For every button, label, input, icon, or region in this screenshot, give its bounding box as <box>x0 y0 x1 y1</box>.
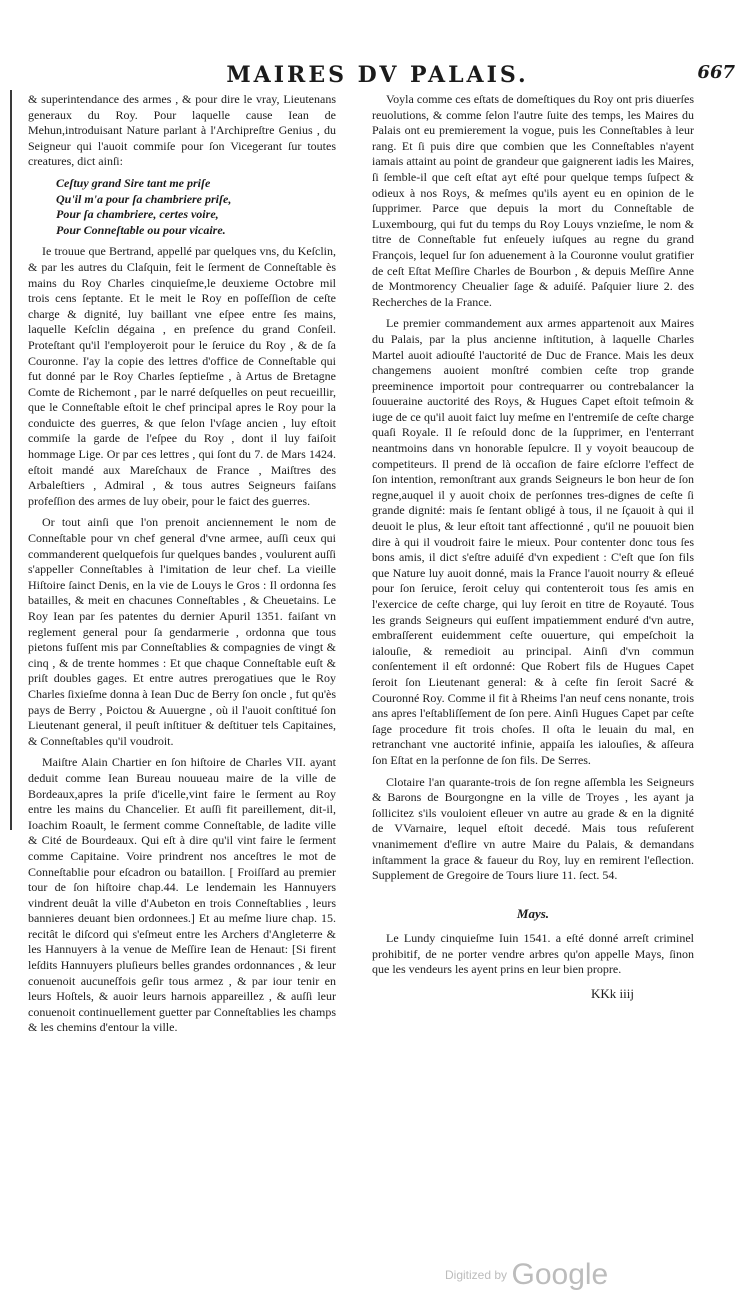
watermark-prefix: Digitized by <box>445 1268 508 1282</box>
google-logo: Google <box>511 1258 609 1291</box>
verse-line: Pour Conneſtable ou pour vicaire. <box>56 222 226 237</box>
verse-line: Pour ſa chambriere, certes voire, <box>56 207 219 222</box>
margin-rule <box>10 90 12 830</box>
right-column <box>372 92 694 1002</box>
verse-line: Qu'il m'a pour ſa chambriere priſe, <box>56 191 232 206</box>
signature-mark: KKk iiij <box>591 986 634 1002</box>
section-title: Mays. <box>516 905 550 921</box>
running-head: MAIRES DV PALAIS. <box>226 62 529 88</box>
verse-quote <box>56 176 336 238</box>
digitized-watermark <box>445 1258 608 1292</box>
paragraph: Clotaire l'an quarante-trois de ſon regne aſſembla les Seigneurs & Barons de Bourgongne en la ville de Troyes , les ayant ja ſollicitez s'ils vouloient eſleuer vn autre au grade & en la dignité de VVarnaire, lequel eſtoit decedé. Mais tous reſuſerent vnanimement d'eſlire vn autre Maire du Palais, & demandans inſtamment la grace & faueur du Roy, luy en remirent l'eſlection. Supplement de Gregoire de Tours liure 11. ſect. 54. <box>372 774 694 883</box>
paragraph: Ie trouue que Bertrand, appellé par quelques vns, du Keſclin, & par les autres du Claſquin, feit le ſerment de Conneſtable ès mains du Roy Charles cinquieſme,le deuxieme Octobre mil trois cens ſeptante. Et le meit le Roy en poſſeſſion de ceſte charge & dignité, luy baillant vne eſpee entre ſes mains, laquelle Keſclin dégaina , en preſence du grand Conſeil. Proteſtant qu'il l'employeroit pour le ſeruice du Roy , & de ſa Couronne. I'ay la copie des lettres d'office de Conneſtable qui fut donné par le Roy Charles ſeptieſme , à Artus de Bretagne Comte de Richemont , par le narré deſquelles on peut recueillir, que le Conneſtable eſtoit le chef principal apres le Roy pour la conduicte des guerres, & que ſelon l'vſage ancien , luy eſtoit commiſe la garde de l'eſpee du Roy , dont il luy faiſoit hommage Lige. Or par ces lettres , qui ſont du 7. de Mars 1424. eſtoit mandé aux Mareſchaux de France , Maiſtres des Arbaleſtiers , Admiral , & tous autres Seigneurs faiſans profeſſion des armes de luy obeir, pour le faict des guerres. <box>28 244 336 508</box>
paragraph: Le premier commandement aux armes appartenoit aux Maires du Palais, par la plus ancienne inſtitution, à laquelle Charles Martel auoit adiouſté l'auctorité de Duc de France. Mais les deux changemens auoient monſtré combien ceſte trop grande preeminence importoit pour contrequarrer ou contrebalancer la ſouueraine auctorité des Roys, & Hugues Capet eſtoit teſmoin & iuge de ce qu'il auoit faict luy meſme en l'entremiſe de ceſte charge quaſi Royale. Il ſe reſould donc de la ſupprimer, en l'enterrant neantmoins dans vn honorable ſepulcre. Il y voyoit beaucoup de competiteurs. Il prend de là occaſion de faire eſclorre l'effect de ſon intention, remonſtrant aux grands Seigneurs le bon heur de ſon regne,auquel il y auoit choix de perſonnes tres-dignes de ceſte ſi grande dignité: mais ſe ſentant obligé à tous, il ne ſçauoit à qui il deuoit le plus, & leur eſtoit tant affectionné , qu'il ne pouuoit bien dire à qui il voudroit faire le mieux. Pour contenter donc tous ſes bons amis, il dict s'eſtre aduiſé d'vn expedient : C'eſt que ſon fils que Nature luy auoit donné, mais la France l'auoit nourry & eſleué pour ſon ſeruice, ſeroit celuy qui contenteroit tous ſes amis en l'exercice de ceſte charge, qui luy ſeroit en titre de Royauté. Tous les grands Seigneurs qui euſſent impatiemment enduré d'vn autre, embraſſerent euidemment ceſte ouuerture, qui empeſchoit la ialouſie, & remedioit au principal. Ainſi d'vn commun conſentement il eſt ordonné: Que Robert fils de Hugues Capet ſeroit ſon Lieutenant general: & à ceſte fin ſeroit Sacré & Couronné Roy. Comme il fit à Rheims l'an neuf cens nonante, trois ans apres l'eſtabliſſement de ſon pere. Ainſi Hugues Capet par ceſte ſage procedure fit trois choſes. Il oſta le leuain du mal, en retranchant vne auctorité infinie, appaiſa les ialouſies, & aſſeura ſon Eſtat en la perſonne de ſon fils. De Serres. <box>372 316 694 767</box>
paragraph: Le Lundy cinquieſme Iuin 1541. a eſté donné arreſt criminel prohibitif, de ne porter vendre arbres qu'on appelle Mays, ſinon que les vendeurs les ayent prins en leur bien propre. <box>372 931 694 977</box>
paragraph: Voyla comme ces eſtats de domeſtiques du Roy ont pris diuerſes reuolutions, & comme ſelon l'autre ſuite des temps, les Maires du Palais ont eu premierement la vogue, puis les Conneſtables à leur rang. Et ſi puis dire que combien que les Conneſtables n'ayent iamais attaint au point de grandeur que gaignerent iadis les Maires, ſi ſemble-il que ceſt eſtat ayt eſté pour quelque temps ſuſpect & odieux à nos Roys, & meſmes qu'ils ayent eu en opinion de le ſupprimer. Parce que depuis la mort du Conneſtable de Luxembourg, qui fut du temps du Roy Louys vnzieſme, le nom & titre de Conneſtable fut enſeuely iuſques au regne du grand François, lequel ſur ſon aduenement à la Couronne voulut gratifier de ceſt Eſtat Meſſire Charles de Bourbon , & depuis Meſſire Anne de Montmorency Cheualier ſage & aduiſé. Paſquier liure 2. des Recherches de la France. <box>372 92 694 309</box>
paragraph: & superintendance des armes , & pour dire le vray, Lieutenans generaux du Roy. Pour laquelle cause Iean de Mehun,introduisant Nature parlant à l'Archipreſtre Genius , du Seigneur qui l'auoit commiſe pour ſon Vicegerant ſur toutes creatures, dict ainſi: <box>28 92 336 169</box>
page-number: 667 <box>697 62 735 83</box>
paragraph: Or tout ainſi que l'on prenoit anciennement le nom de Conneſtable pour vn chef general d'vne armee, auſſi ceux qui commanderent quelquefois ſur quelques bandes , voulurent auſſi s'appeller Conneſtables à l'imitation de leur chef. La vieille Hiſtoire ſainct Denis, en la vie de Louys le Gros : Il ordonna ſes batailles, & meit en chacunes Conneſtables , & Cheuetains. Le Roy Iean par ſes patentes du dernier Apuril 1351. faiſant vn reglement general pour ſa gendarmerie , ordonna que tous pietons fuſſent mis par Conneſtablies & compagnies de vingt & cinq , & de trente hommes : Et que chaque Conneſtable euſt & priſt doubles gages. Et entre autres prerogatiues que le Roy Charles ſixieſme donna à Iean Duc de Berry ſon oncle , fut qu'ès pays de Berry , Poictou & Auuergne , où il l'auoit conſtitué ſon Lieutenant general, il peuſt inſtituer & deſtituer tels Capitaines, & Conneſtables qu'il voudroit. <box>28 515 336 748</box>
paragraph: Maiſtre Alain Chartier en ſon hiſtoire de Charles VII. ayant deduit comme Iean Bureau nouueau maire de la ville de Bordeaux,apres la priſe d'icelle,vint faire le ſerment au Roy entre les mains du Chancelier. Et auſſi fit pareillement, dit-il, Ioachim Roault, le ſerment comme Conneſtable, de ladite ville & Cité de Bourdeaux. Qui eſt à dire qu'il vint faire le ſerment comme Capitaine. Voire prindrent nos anceſtres le mot de Conneſtablie pour eſcadron ou bataillon. [ Froiſſard au premier tour de ſon hiſtoire chap.44. Le lendemain les Hannuyers vindrent deuât la ville d'Aubeton en trois Conneſtablies , leurs bannieres deuant bien ordonnees.] Et au meſme liure chap. 15. recitât le diſcord qui s'eſmeut entre les Archers d'Angleterre & les Hannuyers à la venue de Meſſire Iean de Henaut: [Si firent leſdits Hannuyers pluſieurs belles grandes ordonnances , & leur conuenoit aucuneſfois geſir tous armez , & par iour tenir en leurs Hoſtels, & auoir leurs harnois appareillez , & auſſi leur conuenoit continuellement guetter par Conneſtablies les champs & les chemins d'entour la ville. <box>28 755 336 1035</box>
verse-line: Ceſtuy grand Sire tant me priſe <box>56 175 211 190</box>
left-column <box>28 92 336 1042</box>
